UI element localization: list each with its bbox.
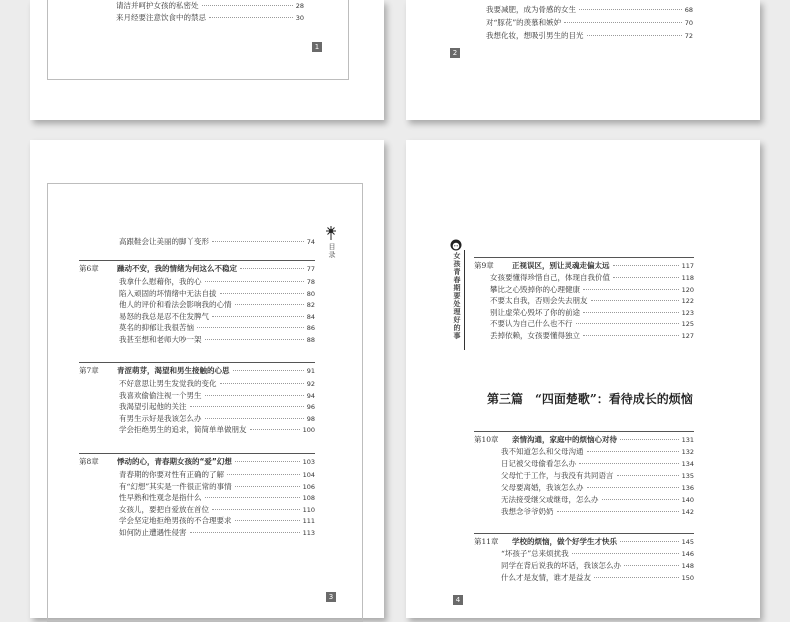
- dot-leader: [202, 5, 293, 6]
- entry-page: 106: [302, 482, 315, 491]
- entry-title: 父母忙于工作，与我没有共同语言: [501, 471, 614, 480]
- entry-page: 142: [681, 508, 694, 516]
- entry-title: 有男生示好是我该怎么办: [119, 413, 202, 423]
- entry-page: 127: [681, 331, 694, 340]
- dot-leader: [227, 474, 300, 475]
- entry-title: 陷入顽固的坏情绪中无法自拔: [119, 288, 217, 298]
- chapter-title: 学校的烦恼，做个好学生才快乐: [512, 537, 617, 546]
- entry-page: 134: [681, 460, 694, 468]
- dot-leader: [613, 277, 679, 278]
- entry-page: 111: [302, 517, 315, 526]
- entry-title: 攀比之心毁掉你的心理健康: [490, 284, 580, 294]
- toc-page-3: [30, 140, 384, 618]
- toc-entry[interactable]: [501, 471, 694, 481]
- entry-page: 84: [306, 312, 315, 321]
- entry-page: 94: [306, 391, 315, 400]
- dot-leader: [190, 532, 300, 533]
- chapter-page: 131: [681, 436, 694, 444]
- dot-leader: [220, 293, 304, 294]
- entry-title: 我想念爷爷奶奶: [501, 507, 554, 516]
- chapter-number: 第9章: [474, 261, 494, 270]
- entry-page: 135: [681, 472, 694, 480]
- dot-leader: [205, 281, 304, 282]
- entry-title: 同学在背后说我的坏话，我该怎么办: [501, 561, 621, 570]
- entry-title: 不要认为自己什么也不行: [490, 319, 573, 328]
- entry-page: 150: [681, 574, 694, 582]
- toc-entry[interactable]: [119, 379, 315, 389]
- entry-page: 68: [684, 6, 693, 14]
- entry-title: 来月经要注意饮食中的禁忌: [116, 13, 206, 22]
- entry-title: 父母要离婚，我该怎么办: [501, 483, 584, 492]
- chapter-page: 91: [306, 367, 315, 375]
- entry-page: 100: [302, 426, 315, 435]
- toc-page-1: [30, 0, 384, 120]
- toc-entry[interactable]: [116, 1, 304, 11]
- chapter-separator: [79, 260, 315, 261]
- entry-page: 125: [681, 320, 694, 328]
- dot-leader: [564, 22, 682, 23]
- dot-leader: [620, 439, 679, 440]
- entry-page: 74: [306, 238, 315, 246]
- entry-title: 我拿什么慰藉你，我的心: [119, 277, 202, 286]
- toc-entry[interactable]: [119, 425, 315, 435]
- chapter-heading[interactable]: [474, 537, 694, 547]
- chapter-heading[interactable]: [79, 457, 315, 467]
- dot-leader: [594, 577, 679, 578]
- dot-leader: [579, 463, 679, 464]
- entry-title: “坏孩子”总来烦扰我: [501, 549, 569, 558]
- toc-entry[interactable]: [119, 470, 315, 480]
- dot-leader: [587, 451, 679, 452]
- toc-entry[interactable]: [490, 273, 694, 283]
- entry-title: 日记被父母偷看怎么办: [501, 459, 576, 468]
- toc-entry[interactable]: [501, 459, 694, 469]
- dot-leader: [602, 499, 679, 500]
- side-label: 目录: [328, 243, 336, 259]
- dot-leader: [250, 429, 300, 430]
- entry-page: 82: [306, 301, 315, 310]
- entry-page: 30: [295, 14, 304, 22]
- dot-leader: [240, 268, 304, 269]
- entry-page: 86: [306, 324, 315, 333]
- chapter-number: 第6章: [79, 264, 99, 273]
- page-number: 1: [312, 42, 322, 52]
- dot-leader: [205, 497, 300, 498]
- girl-logo-icon: [450, 236, 462, 248]
- toc-entry[interactable]: [486, 31, 693, 41]
- toc-entry[interactable]: [501, 573, 694, 583]
- chapter-heading[interactable]: [474, 435, 694, 445]
- entry-title: 我要减肥，成为骨感的女生: [486, 5, 576, 14]
- dot-leader: [583, 335, 679, 336]
- chapter-heading[interactable]: [79, 366, 315, 376]
- entry-title: 如何防止遭遇性侵害: [119, 528, 187, 537]
- chapter-title: 躁动不安，我的情绪为何这么不稳定: [117, 264, 237, 273]
- entry-title: 青春期的你要对性有正确的了解: [119, 470, 224, 479]
- toc-entry[interactable]: [490, 331, 694, 341]
- dot-leader: [209, 17, 293, 18]
- page-number: 3: [326, 592, 336, 602]
- chapter-title: 亲情沟通，家庭中的烦恼心对待: [512, 435, 617, 444]
- entry-title: 无法接受继父或继母，怎么办: [501, 495, 599, 504]
- dot-leader: [190, 406, 304, 407]
- dot-leader: [235, 304, 304, 305]
- dot-leader: [197, 327, 304, 328]
- dot-leader: [205, 339, 304, 340]
- entry-page: 108: [302, 494, 315, 503]
- entry-title: 女孩要懂得珍惜自己，体现自我价值: [490, 273, 610, 282]
- toc-entry[interactable]: [490, 308, 694, 318]
- chapter-number: 第10章: [474, 435, 499, 444]
- dot-leader: [220, 383, 304, 384]
- toc-entry[interactable]: [119, 391, 315, 401]
- toc-entry[interactable]: [501, 483, 694, 493]
- dot-leader: [583, 312, 679, 313]
- chapter-separator: [474, 257, 694, 258]
- entry-title: 对“豚花”的羡慕和嫉妒: [486, 18, 562, 27]
- side-divider: [464, 250, 465, 350]
- dot-leader: [235, 486, 300, 487]
- entry-page: 120: [681, 285, 694, 294]
- dot-leader: [572, 553, 679, 554]
- dot-leader: [235, 520, 300, 521]
- toc-entry[interactable]: [490, 296, 694, 306]
- entry-page: 136: [681, 484, 694, 492]
- entry-page: 146: [681, 550, 694, 558]
- toc-entry[interactable]: [119, 402, 315, 412]
- chapter-separator: [79, 453, 315, 454]
- entry-page: 118: [681, 274, 694, 282]
- entry-title: 我想化妆，想吸引男生的目光: [486, 31, 584, 40]
- dot-leader: [591, 300, 679, 301]
- chapter-page: 103: [302, 458, 315, 466]
- entry-title: 我渴望引起他的关注: [119, 402, 187, 412]
- entry-page: 70: [684, 19, 693, 27]
- toc-entry[interactable]: [119, 335, 315, 345]
- dot-leader: [576, 323, 679, 324]
- chapter-number: 第11章: [474, 537, 499, 546]
- dot-leader: [587, 487, 679, 488]
- entry-title: 我甚至想和老师大吵一架: [119, 335, 202, 344]
- toc-entry[interactable]: [119, 277, 315, 287]
- entry-title: 易怒的我总是忍不住发脾气: [119, 311, 209, 321]
- dot-leader: [205, 395, 304, 396]
- entry-title: 莫名的抑郁让我很苦恼: [119, 323, 194, 333]
- chapter-page: 145: [681, 538, 694, 546]
- chapter-heading[interactable]: [474, 261, 694, 271]
- dot-leader: [212, 316, 304, 317]
- toc-page-4: [406, 140, 760, 618]
- page-frame: [47, 0, 349, 80]
- page-number: 4: [453, 595, 463, 605]
- toc-entry[interactable]: [119, 505, 315, 515]
- dot-leader: [613, 265, 679, 266]
- entry-page: 98: [306, 414, 315, 423]
- toc-entry[interactable]: [501, 447, 694, 457]
- entry-page: 122: [681, 297, 694, 305]
- toc-entry[interactable]: [501, 561, 694, 571]
- entry-title: 性早熟和性观念是指什么: [119, 493, 202, 503]
- toc-entry[interactable]: [119, 414, 315, 424]
- entry-page: 92: [306, 380, 315, 388]
- chapter-separator: [474, 431, 694, 432]
- toc-entry[interactable]: [501, 507, 694, 517]
- entry-title: 学会坚定地拒绝男孩的不合理要求: [119, 516, 232, 526]
- toc-entry[interactable]: [119, 482, 315, 492]
- toc-entry[interactable]: [119, 300, 315, 310]
- entry-title: 我不知道怎么和父母沟通: [501, 447, 584, 456]
- entry-title: 女孩儿，要把自爱放在首位: [119, 504, 209, 514]
- entry-page: 148: [681, 562, 694, 570]
- toc-entry[interactable]: [119, 528, 315, 538]
- chapter-title: 正视误区，别让灵魂走偏太远: [512, 261, 610, 270]
- entry-page: 78: [306, 278, 315, 286]
- entry-title: 别让虚荣心毁坏了你的前途: [490, 307, 580, 317]
- entry-title: 他人的评价和看法会影响我的心情: [119, 300, 232, 310]
- dot-leader: [579, 9, 682, 10]
- entry-page: 80: [306, 289, 315, 298]
- dot-leader: [205, 418, 304, 419]
- entry-title: 不要太自我，否则会失去朋友: [490, 296, 588, 305]
- dot-leader: [557, 511, 679, 512]
- side-label: 女孩青春期要处理好的事: [453, 252, 462, 340]
- entry-page: 132: [681, 448, 694, 456]
- toc-entry[interactable]: [486, 18, 693, 28]
- entry-page: 140: [681, 496, 694, 504]
- page-number: 2: [450, 48, 460, 58]
- chapter-page: 77: [306, 265, 315, 273]
- toc-entry[interactable]: [119, 312, 315, 322]
- chapter-number: 第7章: [79, 366, 99, 375]
- entry-page: 113: [302, 529, 315, 537]
- entry-title: 有“幻想”其实是一件很正常的事情: [119, 481, 232, 491]
- toc-entry[interactable]: [501, 549, 694, 559]
- dot-leader: [587, 35, 682, 36]
- dot-leader: [617, 475, 679, 476]
- toc-entry[interactable]: [490, 319, 694, 329]
- entry-title: 什么才是友情，谁才是益友: [501, 573, 591, 582]
- part-title: 第三篇 “四面楚歌”：看待成长的烦恼: [487, 392, 693, 406]
- dot-leader: [624, 565, 679, 566]
- chapter-title: 青涩萌芽，渴望和男生接触的心思: [117, 366, 230, 375]
- chapter-heading[interactable]: [79, 264, 315, 274]
- entry-page: 96: [306, 403, 315, 412]
- entry-page: 110: [302, 505, 315, 514]
- entry-title: 高跟鞋会让美丽的脚丫变形: [119, 237, 209, 246]
- flower-ornament-icon: [325, 225, 337, 239]
- toc-entry[interactable]: [119, 516, 315, 526]
- chapter-separator: [474, 533, 694, 534]
- toc-entry[interactable]: [486, 5, 693, 15]
- entry-title: 学会拒绝男生的追求，简简单单做朋友: [119, 425, 247, 435]
- dot-leader: [235, 461, 300, 462]
- chapter-title: 悸动的心，青春期女孩的“爱”幻想: [117, 457, 232, 466]
- toc-entry[interactable]: [119, 493, 315, 503]
- entry-page: 123: [681, 308, 694, 317]
- entry-page: 72: [684, 32, 693, 40]
- chapter-number: 第8章: [79, 457, 99, 466]
- entry-title: 不好意思让男生发觉我的变化: [119, 379, 217, 388]
- chapter-page: 117: [681, 262, 694, 270]
- entry-page: 88: [306, 336, 315, 344]
- entry-title: 请洁并呵护女孩的私密处: [116, 1, 199, 10]
- dot-leader: [233, 370, 304, 371]
- toc-entry[interactable]: [116, 13, 304, 23]
- toc-entry[interactable]: [119, 237, 315, 247]
- toc-page-2: [406, 0, 760, 120]
- entry-page: 28: [295, 2, 304, 10]
- dot-leader: [212, 241, 304, 242]
- toc-entry[interactable]: [119, 289, 315, 299]
- toc-entry[interactable]: [501, 495, 694, 505]
- dot-leader: [583, 289, 679, 290]
- dot-leader: [620, 541, 679, 542]
- chapter-separator: [79, 362, 315, 363]
- dot-leader: [212, 509, 300, 510]
- entry-title: 丢掉依赖，女孩要懂得独立: [490, 330, 580, 340]
- entry-title: 我喜欢偷偷注视一个男生: [119, 390, 202, 400]
- entry-page: 104: [302, 471, 315, 479]
- toc-entry[interactable]: [490, 285, 694, 295]
- toc-entry[interactable]: [119, 323, 315, 333]
